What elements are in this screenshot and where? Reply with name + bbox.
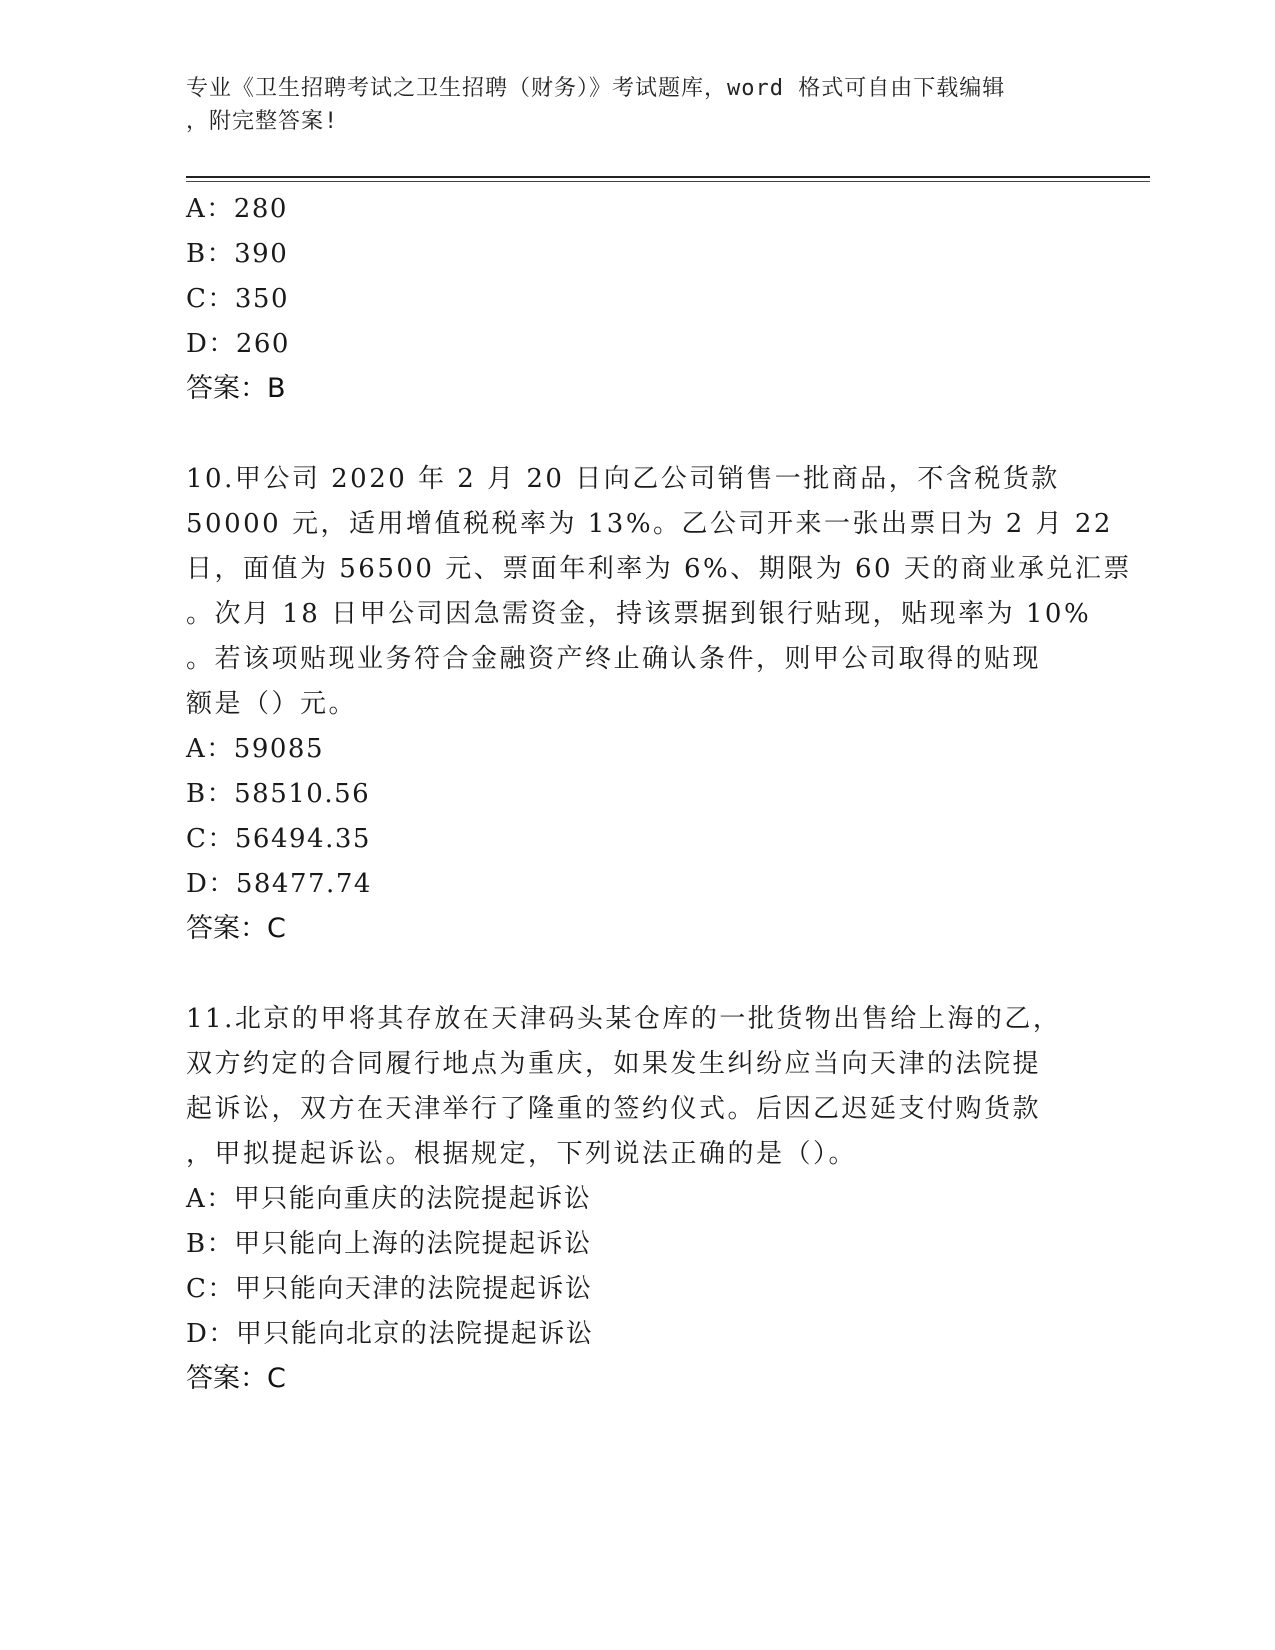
q11-option-c: C：甲只能向天津的法院提起诉讼 xyxy=(186,1274,593,1304)
q9-option-a: A：280 xyxy=(186,194,288,224)
q11-option-d: D：甲只能向北京的法院提起诉讼 xyxy=(186,1319,594,1349)
document-header xyxy=(186,72,1086,138)
header-line-2: ，附完整答案! xyxy=(186,109,339,134)
header-divider-thin xyxy=(186,181,1150,182)
q10-stem-line-1: 10.甲公司 2020 年 2 月 20 日向乙公司销售一批商品，不含税货款 xyxy=(186,464,1060,494)
q10-stem-line-6: 额是（）元。 xyxy=(186,689,358,719)
q10-option-b: B：58510.56 xyxy=(186,779,371,809)
q11-answer: 答案：C xyxy=(186,1363,286,1394)
q9-option-b: B：390 xyxy=(186,239,289,269)
q10-option-d: D：58477.74 xyxy=(186,869,372,899)
q10-option-c: C：56494.35 xyxy=(186,824,371,854)
q11-stem-line-4: ，甲拟提起诉讼。根据规定，下列说法正确的是（）。 xyxy=(186,1139,858,1169)
q9-option-d: D：260 xyxy=(186,329,290,359)
q11-stem-line-2: 双方约定的合同履行地点为重庆，如果发生纠纷应当向天津的法院提 xyxy=(186,1049,1042,1079)
q10-stem-line-3: 日，面值为 56500 元、票面年利率为 6%、期限为 60 天的商业承兑汇票 xyxy=(186,554,1132,584)
q11-stem-line-3: 起诉讼，双方在天津举行了隆重的签约仪式。后因乙迟延支付购货款 xyxy=(186,1094,1042,1124)
q9-option-c: C：350 xyxy=(186,284,290,314)
header-divider-thick xyxy=(186,176,1150,178)
q10-stem-line-5: 。若该项贴现业务符合金融资产终止确认条件，则甲公司取得的贴现 xyxy=(186,644,1042,674)
q11-stem-line-1: 11.北京的甲将其存放在天津码头某仓库的一批货物出售给上海的乙， xyxy=(186,1004,1062,1034)
q10-stem-line-4: 。次月 18 日甲公司因急需资金，持该票据到银行贴现，贴现率为 10% xyxy=(186,599,1092,629)
q11-option-a: A：甲只能向重庆的法院提起诉讼 xyxy=(186,1184,592,1214)
q10-option-a: A：59085 xyxy=(186,734,324,764)
q10-stem-line-2: 50000 元，适用增值税税率为 13%。乙公司开来一张出票日为 2 月 22 xyxy=(186,509,1113,539)
q10-answer: 答案：C xyxy=(186,913,286,944)
q9-answer: 答案：B xyxy=(186,373,286,404)
q11-option-b: B：甲只能向上海的法院提起诉讼 xyxy=(186,1229,592,1259)
header-line-1: 专业《卫生招聘考试之卫生招聘（财务）》考试题库，word 格式可自由下载编辑 xyxy=(186,76,1006,101)
